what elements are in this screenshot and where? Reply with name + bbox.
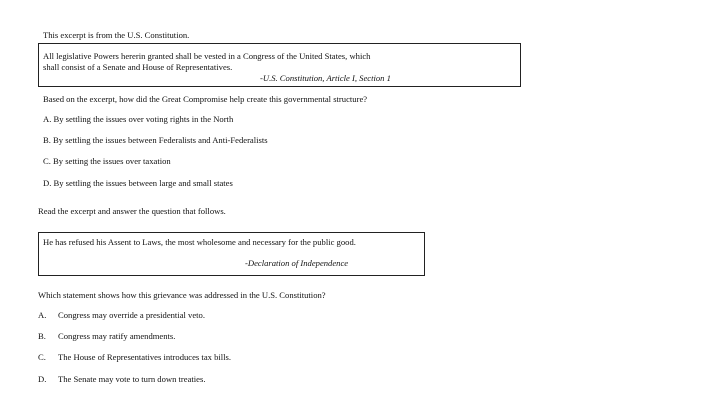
q2-citation: -Declaration of Independence	[245, 258, 349, 268]
q2-option-b-letter: B.	[38, 331, 46, 341]
q1-option-c[interactable]: C. By setting the issues over taxation	[43, 156, 171, 166]
q1-excerpt-box	[38, 43, 521, 87]
q2-instruction: Read the excerpt and answer the question that follows.	[38, 206, 226, 216]
q1-option-a[interactable]: A. By settling the issues over voting rights in the North	[43, 114, 234, 124]
q2-option-a-letter: A.	[38, 310, 47, 320]
q2-option-d-letter: D.	[38, 374, 47, 384]
q1-question: Based on the excerpt, how did the Great Compromise help create this governmental structure?	[43, 94, 368, 104]
q2-option-b[interactable]	[38, 331, 338, 342]
q1-option-b[interactable]: B. By settling the issues between Federalists and Anti-Federalists	[43, 135, 268, 145]
q2-option-c-text: The House of Representatives introduces tax bills.	[58, 352, 232, 362]
q1-excerpt-line2: shall consist of a Senate and House of Representatives.	[43, 62, 233, 72]
q1-option-d[interactable]: D. By settling the issues between large and small states	[43, 178, 233, 188]
q1-excerpt-line1: All legislative Powers hererin granted shall be vested in a Congress of the United States, which	[43, 51, 371, 61]
q2-option-d[interactable]	[38, 374, 338, 385]
q1-citation: -U.S. Constitution, Article I, Section 1	[260, 73, 391, 83]
q2-option-d-text: The Senate may vote to turn down treaties.	[58, 374, 206, 384]
q1-intro: This excerpt is from the U.S. Constitution.	[43, 30, 190, 40]
q2-option-b-text: Congress may ratify amendments.	[58, 331, 176, 341]
q2-option-a-text: Congress may override a presidential veto.	[58, 310, 206, 320]
q2-excerpt-box	[38, 232, 425, 276]
q2-option-c[interactable]	[38, 352, 338, 363]
q2-question: Which statement shows how this grievance was addressed in the U.S. Constitution?	[38, 290, 326, 300]
q2-excerpt: He has refused his Assent to Laws, the most wholesome and necessary for the public good.	[43, 237, 356, 247]
q2-option-c-letter: C.	[38, 352, 46, 362]
q2-option-a[interactable]	[38, 310, 338, 321]
